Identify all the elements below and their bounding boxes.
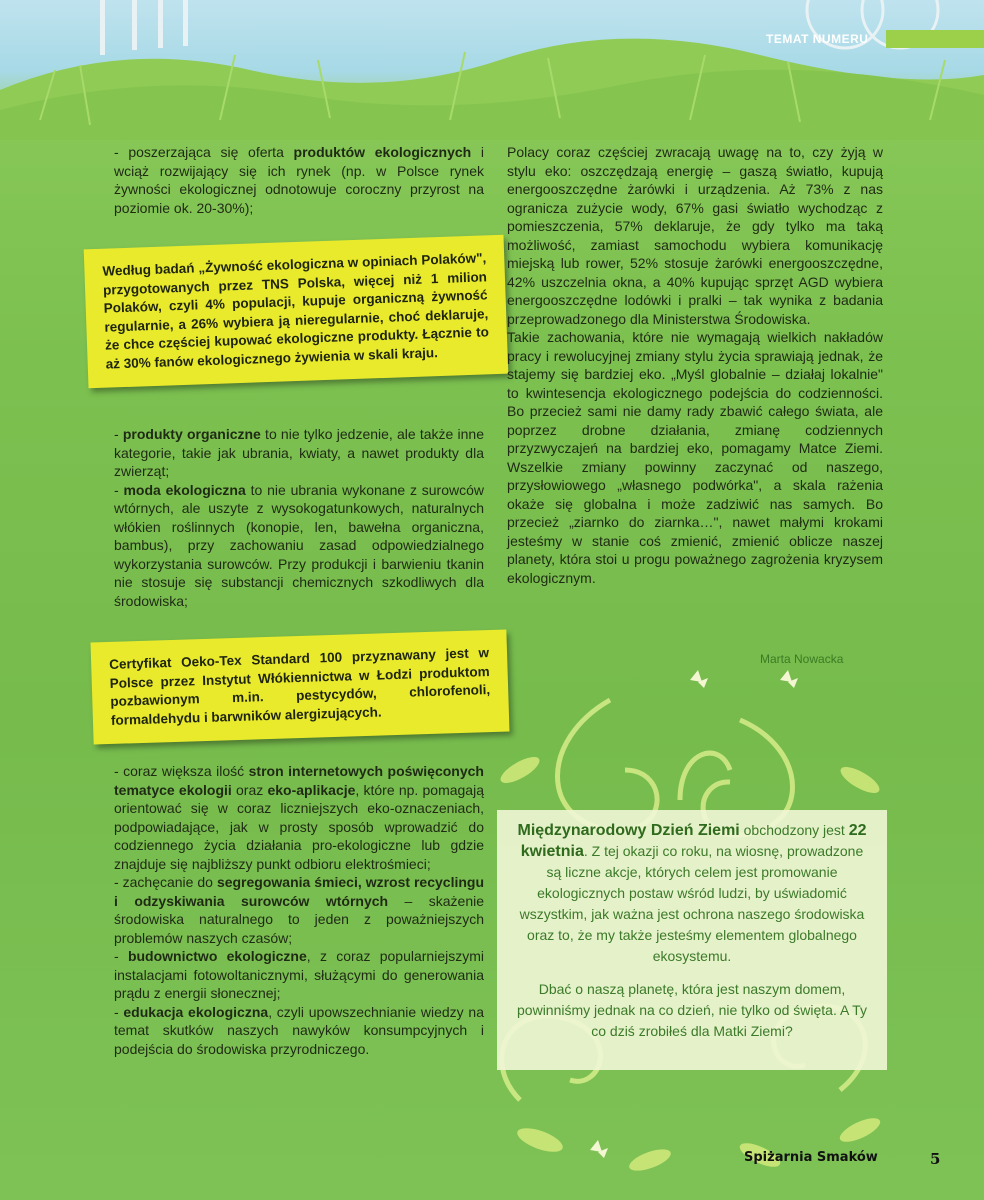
left-column-bottom (114, 762, 484, 1058)
right-paragraph-2: Takie zachowania, które nie wymagają wielkich nakładów pracy i rewolucyjnej zmiany stylu życia sprawiają jednak, że stajemy się bardziej eko. „Myśl globalnie – działaj lokalnie" to kwintesencja ekologicznego podejścia do codzienności. Bo przecież sami nie damy rady zbawić całego świata, ale poprzez drobne działania, zmianę codziennych przyzwyczajeń na bardziej eko, pomagamy Matce Ziemi. Wszelkie zmiany powinny zaczynać od naszego, przysłowiowego „własnego podwórka", a skala rażenia okaże się globalna i może zadziwić nas samych. Bo przecież „ziarnko do ziarnka…", nawet małymi krokami jesteśmy w stanie coś zmienić, zmienić oblicze naszej planety, która stoi u progu poważnego zagrożenia kryzysem ekologicznym. (507, 329, 883, 586)
grass-header-illustration (0, 0, 984, 140)
author-name: Marta Nowacka (760, 652, 844, 666)
right-paragraph-1: Polacy coraz częściej zwracają uwagę na to, czy żyją w stylu eko: oszczędzają energię – gaszą światło, kupują energooszczędne żarówki i urządzenia. Aż 73% z nas ogranicza zużycie wody, 67% gasi światło wychodząc z pomieszczenia, 57% deklaruje, że gdy tylko ma taką możliwość, zamiast samochodu wybiera komunikację miejską lub rower, 52% stosuje żarówki energooszczędne, 42% uszczelnia okna, a 40% kupując sprzęt AGD wybiera energooszczędne lodówki i pralki – tak wynika z badania przeprowadzonego dla Ministerstwa Środowiska. (507, 144, 883, 327)
section-tag-bar (886, 30, 984, 48)
left-column-intro (114, 143, 484, 217)
page-number: 5 (930, 1150, 941, 1168)
earth-day-title: Międzynarodowy Dzień Ziemi (517, 822, 740, 839)
bullet-eco-education: - edukacja ekologiczna, czyli upowszechnianie wiedzy na temat skutków naszych nawyków konsumpcyjnych i podejścia do środowiska przyrodniczego. (114, 1003, 484, 1057)
earth-day-closing: Dbać o naszą planetę, która jest naszym domem, powinniśmy jednak na co dzień, nie tylko od święta. A Ty co dziś zrobiłeś dla Matki Ziemi? (517, 981, 867, 1039)
bullet-eco-fashion: - moda ekologiczna to nie ubrania wykonane z surowców wtórnych, ale uszyte z wysokogatunkowych, naturalnych włókien roślinnych (konopie, len, bawełna organiczna, bambus), przy zachowaniu zasad odpowiedzialnego wykorzystania surowców. Przy produkcji i barwieniu tkanin nie stosuje się substancji chemicznych szkodliwych dla środowiska; (114, 481, 485, 609)
left-column-middle (114, 425, 484, 610)
bullet-eco-products: - poszerzająca się oferta produktów ekologicznych i wciąż rozwijający się ich rynek (np. w Polsce rynek żywności ekologicznej odnotowuje coroczny przyrost na poziomie ok. 20-30%); (114, 144, 484, 216)
bullet-recycling: - zachęcanie do segregowania śmieci, wzrost recyclingu i odzyskiwania surowców wtórnych – skażenie środowiska naturalnego to jeden z poważniejszych problemów naszych czasów; (114, 874, 485, 946)
sticky-note-certificate: Certyfikat Oeko-Tex Standard 100 przyznawany jest w Polsce przez Instytut Włókiennictwa w Łodzi produktom pozbawionym m.in. pestycydów, chlorofenoli, formaldehydu i barwników alergizujących. (91, 629, 510, 744)
bullet-eco-building: - budownictwo ekologiczne, z coraz popularniejszymi instalacjami fotowoltanicznymi, służącymi do generowania prądu z energii słonecznej; (114, 948, 484, 1001)
earth-day-date: 22 kwietnia (520, 822, 867, 860)
bullet-organic-products: - produkty organiczne to nie tylko jedzenie, ale także inne kategorie, takie jak ubrania, kwiaty, a nawet produkty dla zwierząt; (114, 426, 485, 479)
magazine-title: Spiżarnia Smaków (744, 1150, 878, 1165)
earth-day-box (497, 810, 887, 1070)
sticky-note-survey: Według badań „Żywność ekologiczna w opiniach Polaków", przygotowanych przez TNS Polska, więcej niż 1 milion Polaków, czyli 4% populacji, kupuje organiczną żywność regularnie, a 26% wybiera ją nieregularnie, choć deklaruje, że chce częściej kupować ekologiczne produkty. Łącznie to aż 30% fanów ekologicznego żywienia w skali kraju. (84, 235, 509, 389)
section-tag: TEMAT NUMERU (766, 32, 869, 46)
earth-day-description: Międzynarodowy Dzień Ziemi obchodzony jest 22 kwietnia. Z tej okazji co roku, na wiosnę, prowadzone są liczne akcje, których celem jest promowanie ekologicznych postaw wśród ludzi, by uświadomić wszystkim, jak ważna jest ochrona naszego środowiska oraz to, że my także jesteśmy elementem globalnego ekosystemu. (517, 822, 867, 964)
right-column (507, 143, 883, 587)
bullet-eco-websites: - coraz większa ilość stron internetowych poświęconych tematyce ekologii oraz eko-aplikacje, które np. pomagają orientować się w coraz liczniejszych eko-oznaczeniach, podpowiadające, jak w prosty sposób wprowadzić do codziennego życia działania pro-ekologiczne lub gdzie znajduje się najbliższy punkt odbioru elektrośmieci; (114, 763, 484, 872)
